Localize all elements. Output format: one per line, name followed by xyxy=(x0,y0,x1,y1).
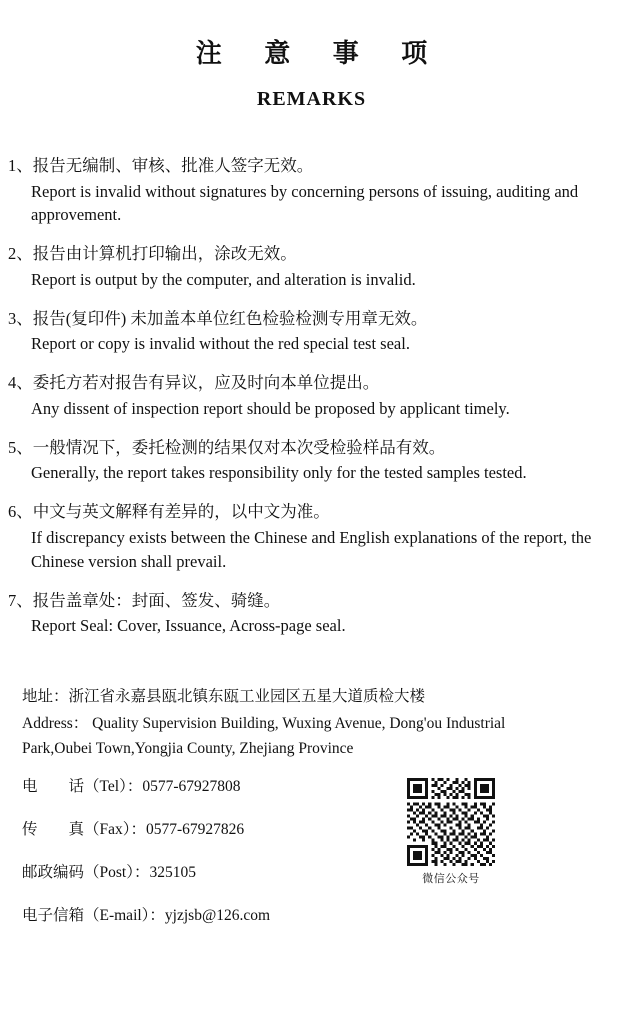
remarks-list xyxy=(0,153,623,638)
remarks-page xyxy=(0,33,623,1033)
qr-code-icon xyxy=(407,778,495,866)
remark-item xyxy=(8,306,607,356)
remark-text-en: Report Seal: Cover, Issuance, Across-page seal. xyxy=(31,616,346,636)
remark-text-cn: 2、报告由计算机打印输出，涂改无效。 xyxy=(8,244,297,264)
remark-text-cn: 4、委托方若对报告有异议，应及时向本单位提出。 xyxy=(8,373,380,393)
wechat-qr-block xyxy=(401,778,501,886)
remark-text-cn: 7、报告盖章处：封面、签发、骑缝。 xyxy=(8,590,281,610)
remark-text-en: Generally, the report takes responsibility only for the tested samples tested. xyxy=(31,463,527,483)
remark-text-en: If discrepancy exists between the Chinese and English explanations of the report, the Chinese version shall prevail. xyxy=(31,527,592,571)
remark-text-en: Any dissent of inspection report should be proposed by applicant timely. xyxy=(31,398,510,418)
remark-item xyxy=(8,435,607,485)
remark-item xyxy=(8,499,607,573)
qr-caption: 微信公众号 xyxy=(422,873,480,886)
remark-text-en: Report is output by the computer, and alteration is invalid. xyxy=(31,269,416,289)
contact-tel: 电 话（Tel）：0577-67927808 xyxy=(22,777,241,795)
remark-text-cn: 1、报告无编制、审核、批准人签字无效。 xyxy=(8,156,314,175)
address-en-line2: Park,Oubei Town,Yongjia County, Zhejiang Province xyxy=(22,739,354,757)
remark-item xyxy=(8,241,607,291)
contact-rows xyxy=(22,777,613,927)
remark-text-cn: 5、一般情况下，委托检测的结果仅对本次受检验样品有效。 xyxy=(8,437,446,457)
remark-text-cn: 3、报告(复印件) 未加盖本单位红色检验检测专用章无效。 xyxy=(8,308,428,328)
contact-post: 邮政编码（Post）：325105 xyxy=(22,864,196,882)
page-title-en: REMARKS xyxy=(256,88,367,110)
address-en-line1: Address： Quality Supervision Building, Wuxing Avenue, Dong'ou Industrial xyxy=(22,714,506,732)
address-cn: 地址：浙江省永嘉县瓯北镇东瓯工业园区五星大道质检大楼 xyxy=(22,688,426,706)
remark-item xyxy=(8,370,607,420)
contact-email: 电子信箱（E-mail）：yjzjsb@126.com xyxy=(22,907,271,925)
remark-text-en: Report is invalid without signatures by concerning persons of issuing, auditing and approvement. xyxy=(31,181,579,225)
contact-block xyxy=(0,684,623,926)
remark-text-cn: 6、中文与英文解释有差异的，以中文为准。 xyxy=(8,502,330,522)
remark-item xyxy=(8,153,607,227)
page-title-cn: 注 意 事 项 xyxy=(195,39,446,68)
remark-item xyxy=(8,588,607,638)
contact-fax: 传 真（Fax）：0577-67927826 xyxy=(22,820,245,838)
remark-text-en: Report or copy is invalid without the red special test seal. xyxy=(31,334,410,354)
